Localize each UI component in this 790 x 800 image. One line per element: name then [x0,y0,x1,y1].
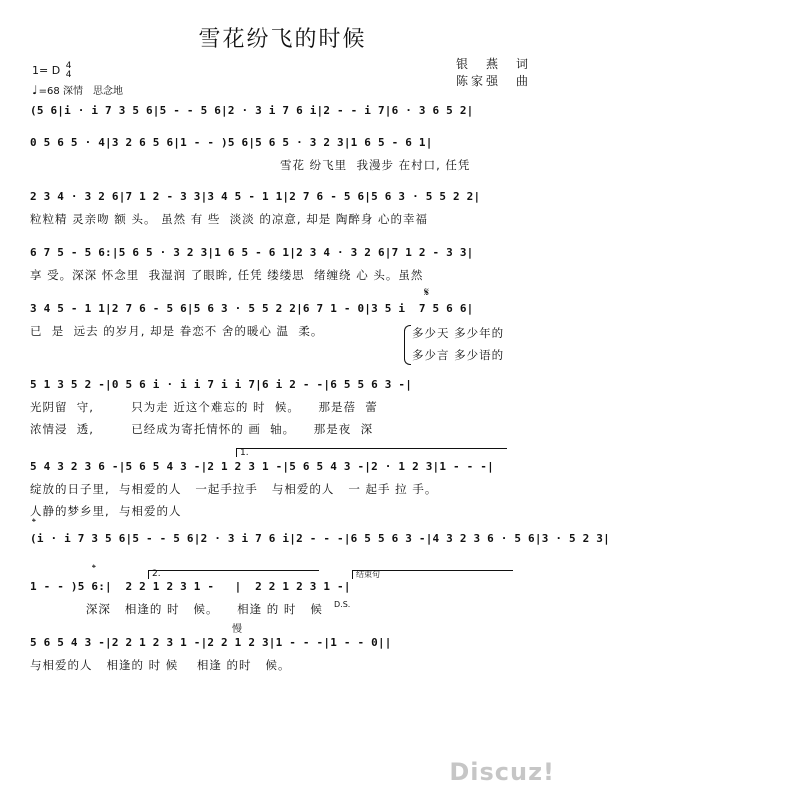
dal-segno-mark: D.S. [334,600,351,609]
notes-line: 5 1 3 5 2 -|0 5 6 i · i i 7 i i 7|6 i 2 - -|6 5 5 6 3 -| [30,378,413,391]
coda-mark-2: 𝄌 [92,562,96,575]
second-ending-bracket [148,570,319,579]
final-ending-label: 结束句 [356,570,380,579]
watermark-logo: Discuz! [449,758,555,786]
tempo-marking [32,82,123,97]
segno-mark: 𝄋 [424,285,430,299]
alternate-lyric-1: 多少天 多少年的 [412,326,505,340]
notes-line: 3 4 5 - 1 1|2 7 6 - 5 6|5 6 3 · 5 5 2 2|6 7 1 - 0|3 5 i 7 5 6 6| [30,302,474,315]
score-line-10 [30,636,540,673]
key-label: 1= D [32,64,61,77]
notes-line: 1 - - )5 6:| 2 2 1 2 3 1 - | 2 2 1 2 3 1 -| [30,580,351,593]
lyric-line: 享 受。深深 怀念里 我湿润 了眼眸, 任凭 缕缕思 绪缠绕 心 头。虽然 [30,268,424,282]
lyric-line: 深深 相逢的 时 候。 相逢 的 时 候 [30,602,323,616]
credits [456,56,531,90]
second-ending-label: 2. [152,569,161,579]
notes-line: 5 6 5 4 3 -|2 2 1 2 3 1 -|2 2 1 2 3|1 - - -|1 - - 0|| [30,636,392,649]
lyric-line: 粒粒精 灵亲吻 额 头。 虽然 有 些 淡淡 的凉意, 却是 陶醉身 心的幸福 [30,212,429,226]
song-title: 雪花纷飞的时候 [198,27,367,52]
notes-line: (5 6|i · i 7 3 5 6|5 - - 5 6|2 · 3 i 7 6 i|2 - - i 7|6 · 3 6 5 2| [30,104,474,117]
first-ending-label: 1. [240,448,249,458]
quarter-note-icon: ♩ [32,83,38,97]
key-signature [32,62,71,80]
coda-mark: 𝄌 [32,516,36,529]
time-top: 4 [65,61,72,71]
notes-line: 0 5 6 5 · 4|3 2 6 5 6|1 - - )5 6|5 6 5 · 3 2 3|1 6 5 - 6 1| [30,136,433,149]
lyric-line: 已 是 远去 的岁月, 却是 眷恋不 舍的暖心 温 柔。 [30,324,324,338]
tempo-slow-mark: 慢 [232,624,242,635]
alternate-lyric-2: 多少言 多少语的 [412,348,505,362]
lyricist-credit: 银 燕 词 [455,57,531,71]
score-line-1 [30,104,540,117]
notes-line: (i · i 7 3 5 6|5 - - 5 6|2 · 3 i 7 6 i|2 - - -|6 5 5 6 3 -|4 3 2 3 6 · 5 6|3 · 5 2 3| [30,532,610,545]
score-line-4 [30,246,540,283]
time-bottom: 4 [65,70,72,80]
tempo-expression: 深情 思念地 [62,86,123,97]
lyric-line: 雪花 纷飞里 我漫步 在村口, 任凭 [280,158,471,172]
score-line-3 [30,190,540,227]
composer-credit: 陈家强 曲 [455,74,531,88]
lyric-line: 光阴留 守, 只为走 近这个难忘的 时 候。 那是蓓 蕾 [30,400,378,414]
lyric-line: 绽放的日子里, 与相爱的人 一起手拉手 与相爱的人 一 起手 拉 手。 [30,482,438,496]
notes-line: 2 3 4 · 3 2 6|7 1 2 - 3 3|3 4 5 - 1 1|2 7 6 - 5 6|5 6 3 · 5 5 2 2| [30,190,481,203]
lyric-line-verse-2: 浓情浸 透, 已经成为寄托情怀的 画 轴。 那是夜 深 [30,422,374,436]
alternate-lyrics [412,322,504,366]
score-line-8 [30,532,610,545]
first-ending-bracket [236,448,507,457]
notes-line: 5 4 3 2 3 6 -|5 6 5 4 3 -|2 1 2 3 1 -|5 6 5 4 3 -|2 · 1 2 3|1 - - -| [30,460,494,473]
lyric-line: 与相爱的人 相逢的 时 候 相逢 的时 候。 [30,658,291,672]
time-signature [66,62,72,80]
score-line-7 [30,460,540,519]
lyric-line-verse-2: 人静的梦乡里, 与相爱的人 [30,504,182,518]
tempo-value: =68 [38,86,60,97]
score-line-9 [30,580,540,617]
score-line-6 [30,378,540,437]
notes-line: 6 7 5 - 5 6:|5 6 5 · 3 2 3|1 6 5 - 6 1|2 3 4 · 3 2 6|7 1 2 - 3 3| [30,246,474,259]
score-line-2 [30,136,540,173]
